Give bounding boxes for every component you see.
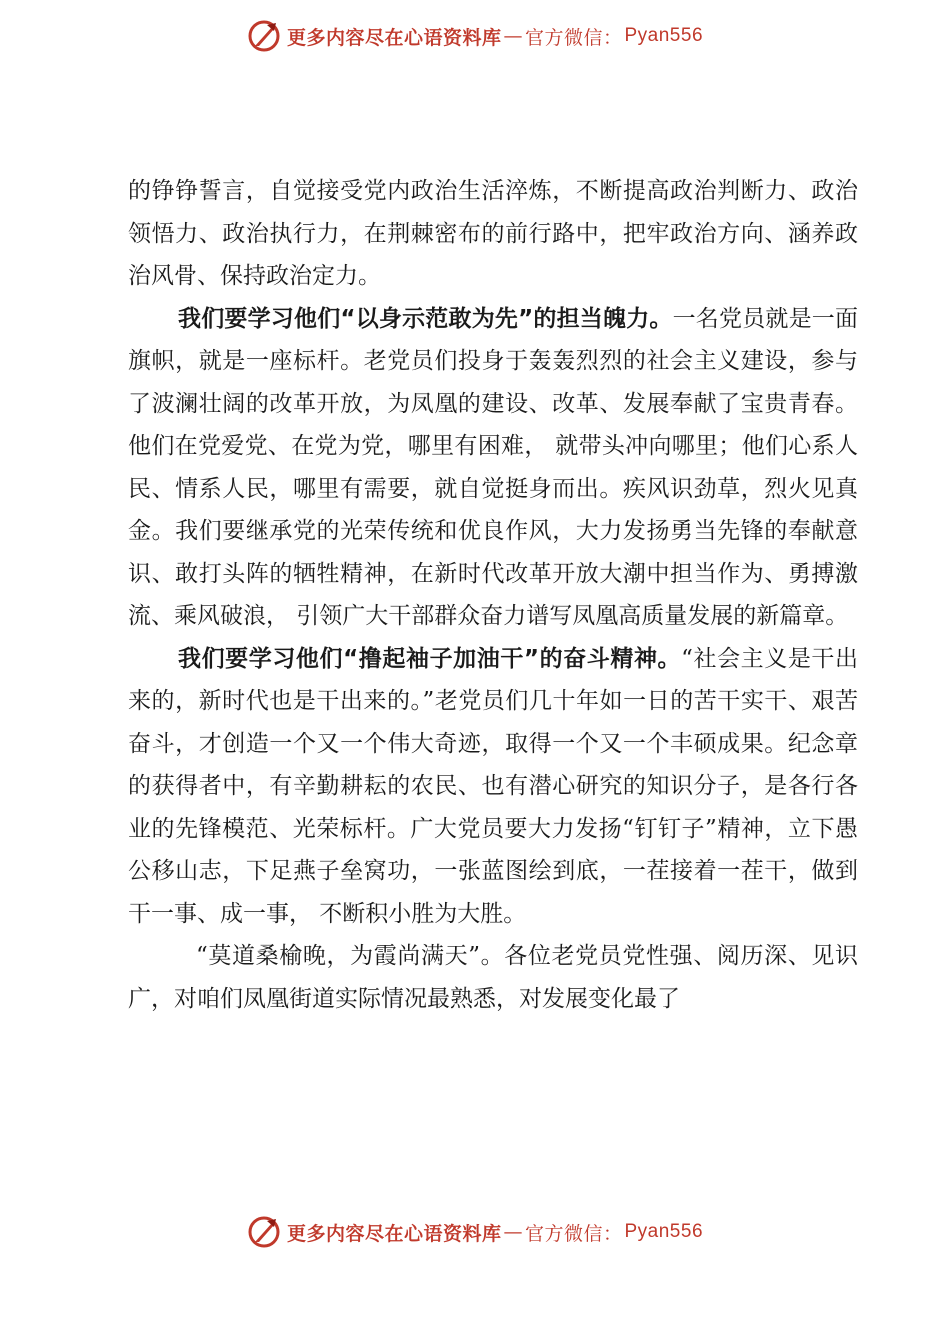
quill-logo-icon <box>247 19 281 53</box>
banner-brand: 更多内容尽在心语资料库 <box>286 26 502 49</box>
banner-handle: Pyan556 <box>624 25 704 46</box>
paragraph-3 <box>128 638 858 936</box>
paragraph-2-text: 一名党员就是一面旗帜，就是一座标杆。老党员们投身于轰轰烈烈的社会主义建设，参与了波澜壮阔的改革开放，为凤凰的建设、改革、发展奉献了宝贵青春。他们在党爱党、在党为党，哪里有困难， 就带头冲向哪里；他们心系人民、情系人民，哪里有需要，就自觉挺身而出。疾风识劲草，烈火见真金。我们要继承党的光荣传统和优良作风，大力发扬勇当先锋的奉献意识、敢打头阵的牺牲精神，在新时代改革开放大潮中担当作为、勇搏激流、乘风破浪， 引领广大干部群众奋力谱写凤凰高质量发展的新篇章。 <box>128 305 859 629</box>
paragraph-2-lead: 我们要学习他们“以身示范敢为先”的担当魄力。 <box>178 305 673 332</box>
paragraph-4-text: “莫道桑榆晚，为霞尚满天”。各位老党员党性强、阅历深、见识广，对咱们凤凰街道实际情况最熟悉，对发展变化最了 <box>128 943 858 1012</box>
footer-dash: — <box>503 1221 523 1243</box>
footer-banner <box>0 1212 950 1252</box>
paragraph-2 <box>128 298 858 638</box>
paragraph-1 <box>128 170 858 298</box>
footer-handle: Pyan556 <box>624 1221 704 1242</box>
footer-brand: 更多内容尽在心语资料库 <box>286 1222 502 1245</box>
header-banner <box>0 16 950 56</box>
paragraph-1-text: 的铮铮誓言，自觉接受党内政治生活淬炼，不断提高政治判断力、政治领悟力、政治执行力，在荆棘密布的前行路中，把牢政治方向、涵养政治风骨、保持政治定力。 <box>128 178 858 289</box>
paragraph-3-text: “社会主义是干出来的，新时代也是干出来的。”老党员们几十年如一日的苦干实干、艰苦奋斗，才创造一个又一个伟大奇迹，取得一个又一个丰硕成果。纪念章的获得者中，有辛勤耕耘的农民、也有潜心研究的知识分子，是各行各业的先锋模范、光荣标杆。广大党员要大力发扬“钉钉子”精神，立下愚公移山志，下足燕子垒窝功，一张蓝图绘到底，一茬接着一茬干，做到干一事、成一事， 不断积小胜为大胜。 <box>128 645 859 927</box>
footer-wechat-label: 官方微信： <box>524 1222 623 1245</box>
banner-dash: — <box>503 25 523 47</box>
paragraph-3-lead: 我们要学习他们“撸起袖子加油干”的奋斗精神。 <box>178 645 682 672</box>
quill-logo-icon <box>247 1215 281 1249</box>
banner-wechat-label: 官方微信： <box>524 26 623 49</box>
paragraph-4 <box>128 935 858 1020</box>
document-body <box>128 170 858 1020</box>
